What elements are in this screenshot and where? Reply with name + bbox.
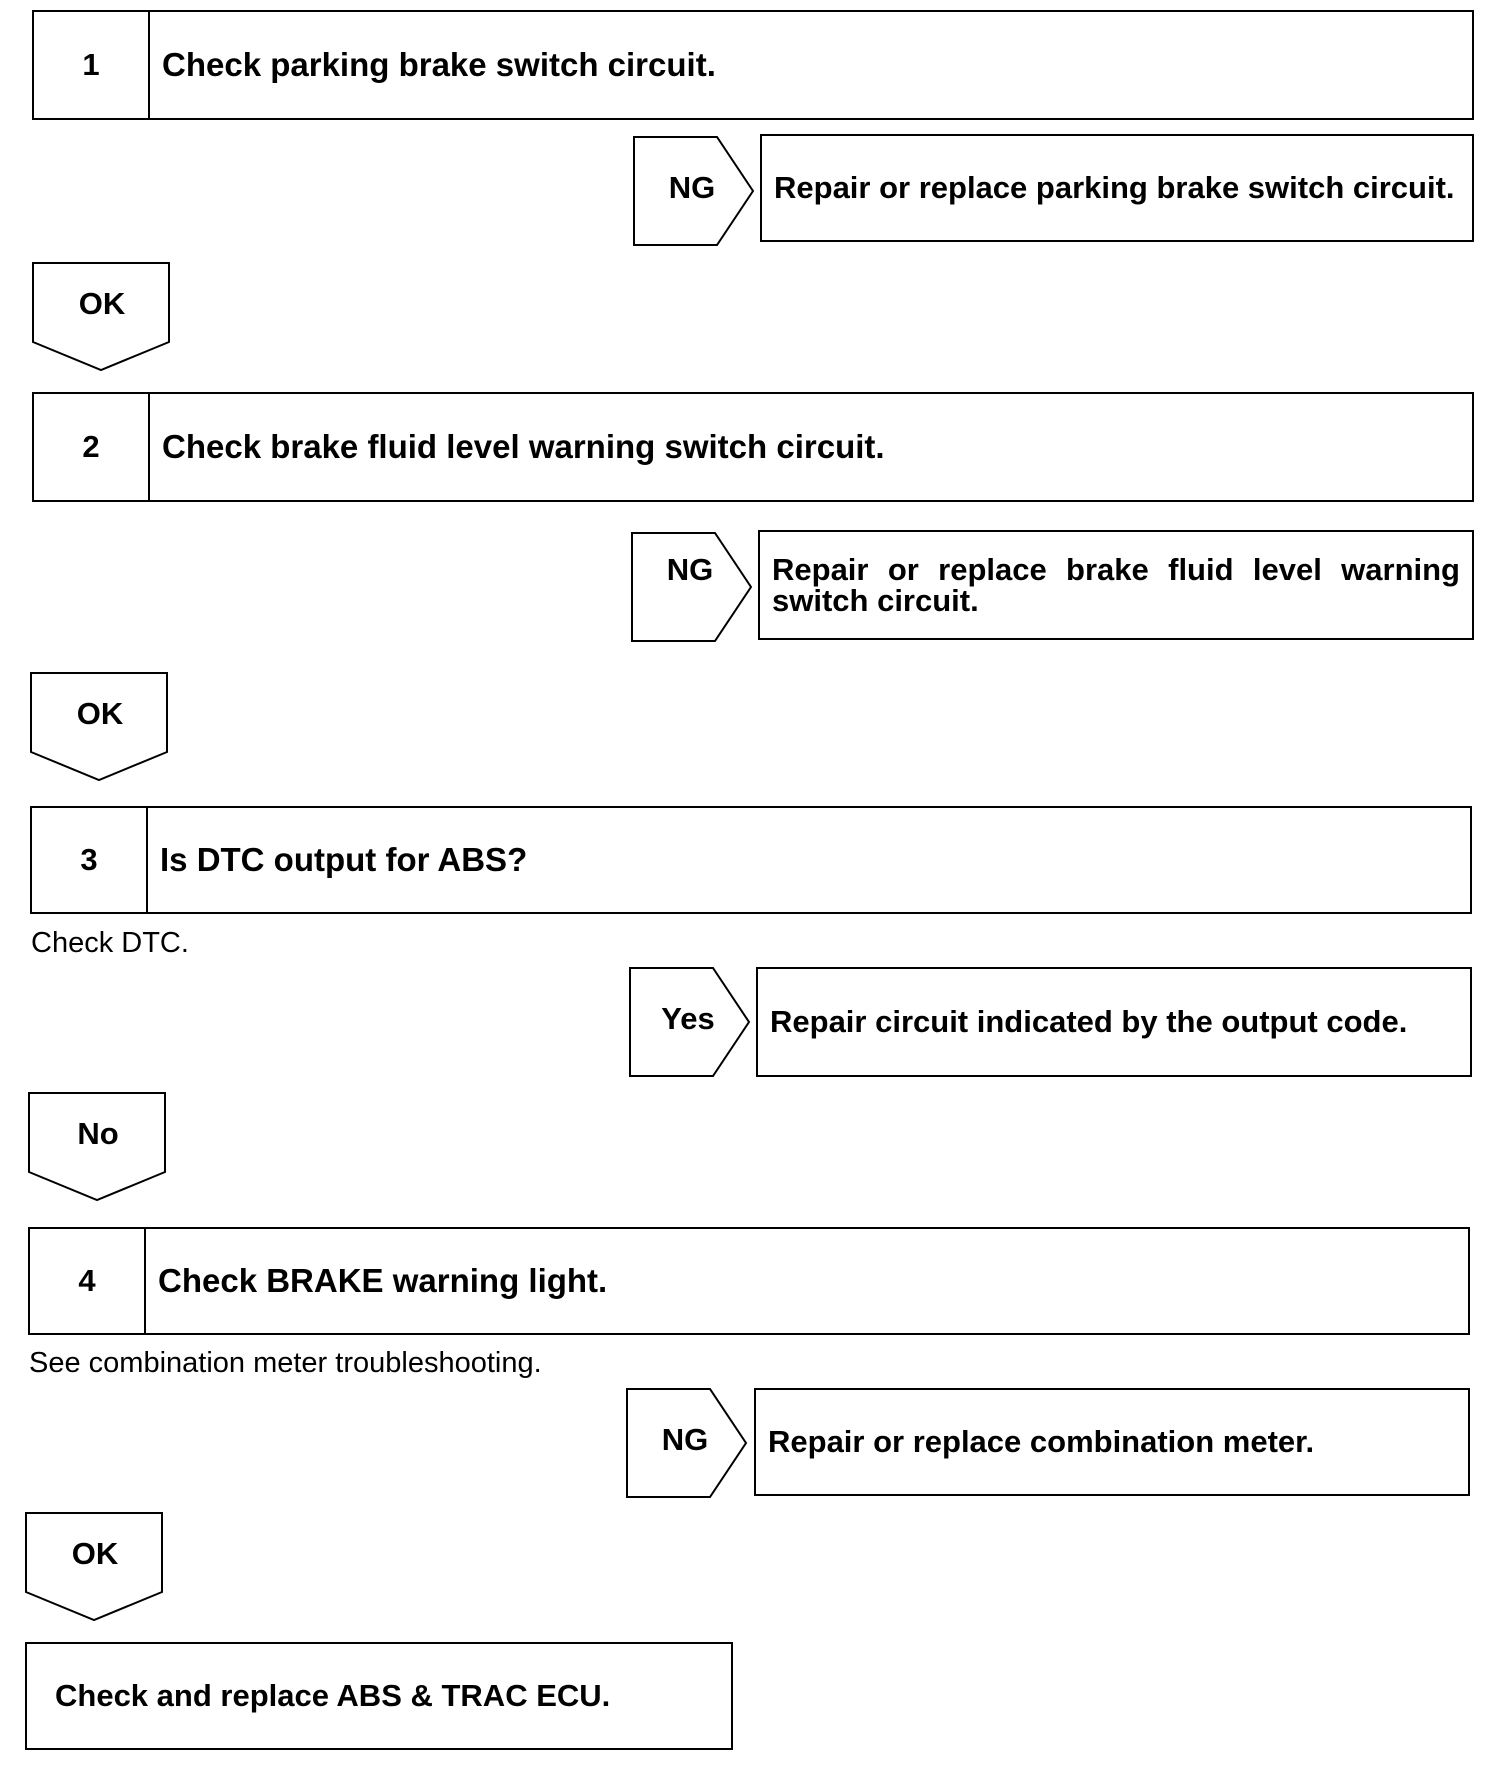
- step-3-box: [30, 806, 1472, 914]
- final-action-box: Check and replace ABS & TRAC ECU.: [25, 1642, 733, 1750]
- continue-label: OK: [78, 286, 126, 321]
- branch-result-box: Repair or replace parking brake switch circuit.: [760, 134, 1474, 242]
- branch-label: NG: [668, 170, 716, 205]
- step-1-box: [32, 10, 1474, 120]
- continue-arrow-ok: [30, 672, 170, 782]
- continue-label: No: [77, 1116, 119, 1151]
- branch-label: NG: [661, 1422, 709, 1457]
- continue-label: OK: [76, 696, 124, 731]
- continue-label: OK: [71, 1536, 119, 1571]
- branch-result-box: Repair circuit indicated by the output code.: [756, 967, 1472, 1077]
- step-2-box: [32, 392, 1474, 502]
- branch-arrow-yes: [629, 967, 753, 1077]
- step-number: 1: [34, 12, 150, 118]
- step-number: 3: [32, 808, 148, 912]
- branch-result-box: Repair or replace combination meter.: [754, 1388, 1470, 1496]
- branch-label: NG: [666, 552, 714, 587]
- step-note: See combination meter troubleshooting.: [29, 1347, 542, 1379]
- branch-arrow-ng: [631, 532, 755, 642]
- branch-arrow-ng: [633, 136, 757, 246]
- step-title: Check parking brake switch circuit.: [162, 46, 716, 83]
- step-4-box: [28, 1227, 1470, 1335]
- continue-arrow-ok: [25, 1512, 165, 1622]
- continue-arrow-no: [28, 1092, 168, 1202]
- branch-label: Yes: [661, 1001, 715, 1036]
- step-title: Check BRAKE warning light.: [158, 1262, 608, 1299]
- branch-arrow-ng: [626, 1388, 750, 1498]
- step-title: Check brake fluid level warning switch circuit.: [162, 428, 885, 465]
- branch-result-box: Repair or replace brake fluid level warning switch circuit.: [758, 530, 1474, 640]
- step-title: Is DTC output for ABS?: [160, 841, 528, 878]
- continue-arrow-ok: [32, 262, 172, 372]
- step-note: Check DTC.: [31, 927, 189, 959]
- step-number: 2: [34, 394, 150, 500]
- step-number: 4: [30, 1229, 146, 1333]
